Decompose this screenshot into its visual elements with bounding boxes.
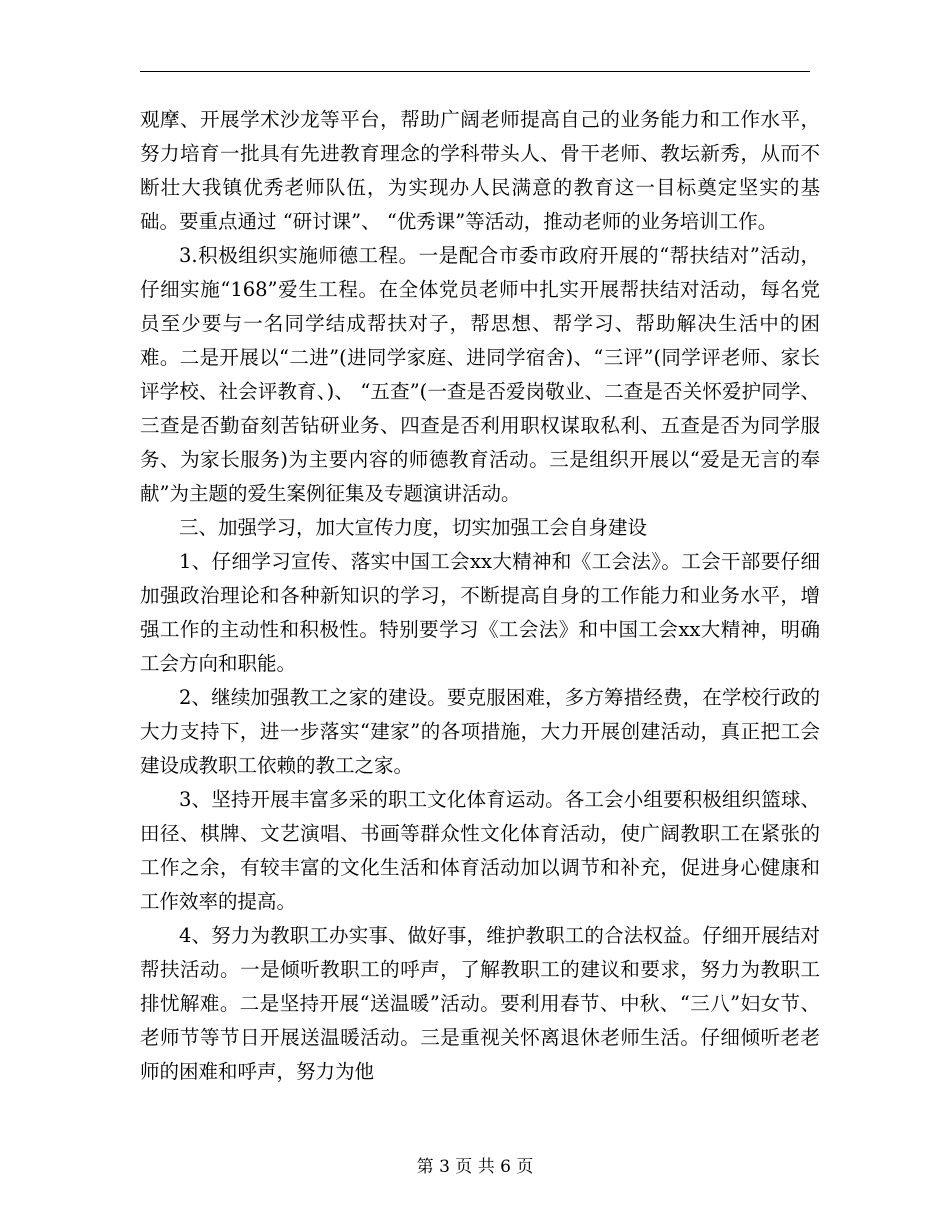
paragraph-continuation: 观摩、开展学术沙龙等平台，帮助广阔老师提高自己的业务能力和工作水平，努力培育一批具有先进教育理念的学科带头人、骨干老师、教坛新秀，从而不断壮大我镇优秀老师队伍，为实现办人民满意的教育这一目标奠定坚实的基础。要重点通过 “研讨课”、 “优秀课”等活动，推动老师的业务培训工作。 xyxy=(140,108,820,233)
paragraph-study-union-law: 1、仔细学习宣传、落实中国工会xx大精神和《工会法》。工会干部要仔细加强政治理论和各种新知识的学习，不断提高自身的工作能力和业务水平，增强工作的主动性和积极性。特别要学习《工会法》和中国工会xx大精神，明确工会方向和职能。 xyxy=(140,550,820,675)
paragraph-staff-home: 2、继续加强教工之家的建设。要克服困难，多方筹措经费，在学校行政的大力支持下，进一步落实“建家”的各项措施，大力开展创建活动，真正把工会建设成教职工依赖的教工之家。 xyxy=(140,686,820,777)
header-rule xyxy=(140,71,810,72)
paragraph-culture-sports: 3、坚持开展丰富多采的职工文化体育运动。各工会小组要积极组织篮球、田径、棋牌、文艺演唱、书画等群众性文化体育活动，使广阔教职工在紧张的工作之余，有较丰富的文化生活和体育活动加以调节和补充，促进身心健康和工作效率的提高。 xyxy=(140,788,820,913)
body-text xyxy=(140,103,820,1089)
paragraph-staff-welfare: 4、努力为教职工办实事、做好事，维护教职工的合法权益。仔细开展结对帮扶活动。一是倾听教职工的呼声，了解教职工的建议和要求，努力为教职工排忧解难。二是坚持开展“送温暖”活动。要利用春节、中秋、“三八”妇女节、老师节等节日开展送温暖活动。三是重视关怀离退休老师生活。仔细倾听老老师的困难和呼声，努力为他 xyxy=(140,924,820,1083)
paragraph-ethics-project: 3.积极组织实施师德工程。一是配合市委市政府开展的“帮扶结对”活动，仔细实施“168”爱生工程。在全体党员老师中扎实开展帮扶结对活动，每名党员至少要与一名同学结成帮扶对子，帮思想、帮学习、帮助解决生活中的困难。二是开展以“二进”(进同学家庭、进同学宿舍)、“三评”(同学评老师、家长评学校、社会评教育、)、 “五查”(一查是否爱岗敬业、二查是否关怀爱护同学、三查是否勤奋刻苦钻研业务、四查是否利用职权谋取私利、五查是否为同学服务、为家长服务)为主要内容的师德教育活动。三是组织开展以“爱是无言的奉献”为主题的爱生案例征集及专题演讲活动。 xyxy=(140,244,820,505)
page-number: 第 3 页 共 6 页 xyxy=(416,1157,534,1177)
section-heading: 三、加强学习，加大宣传力度，切实加强工会自身建设 xyxy=(179,516,648,539)
